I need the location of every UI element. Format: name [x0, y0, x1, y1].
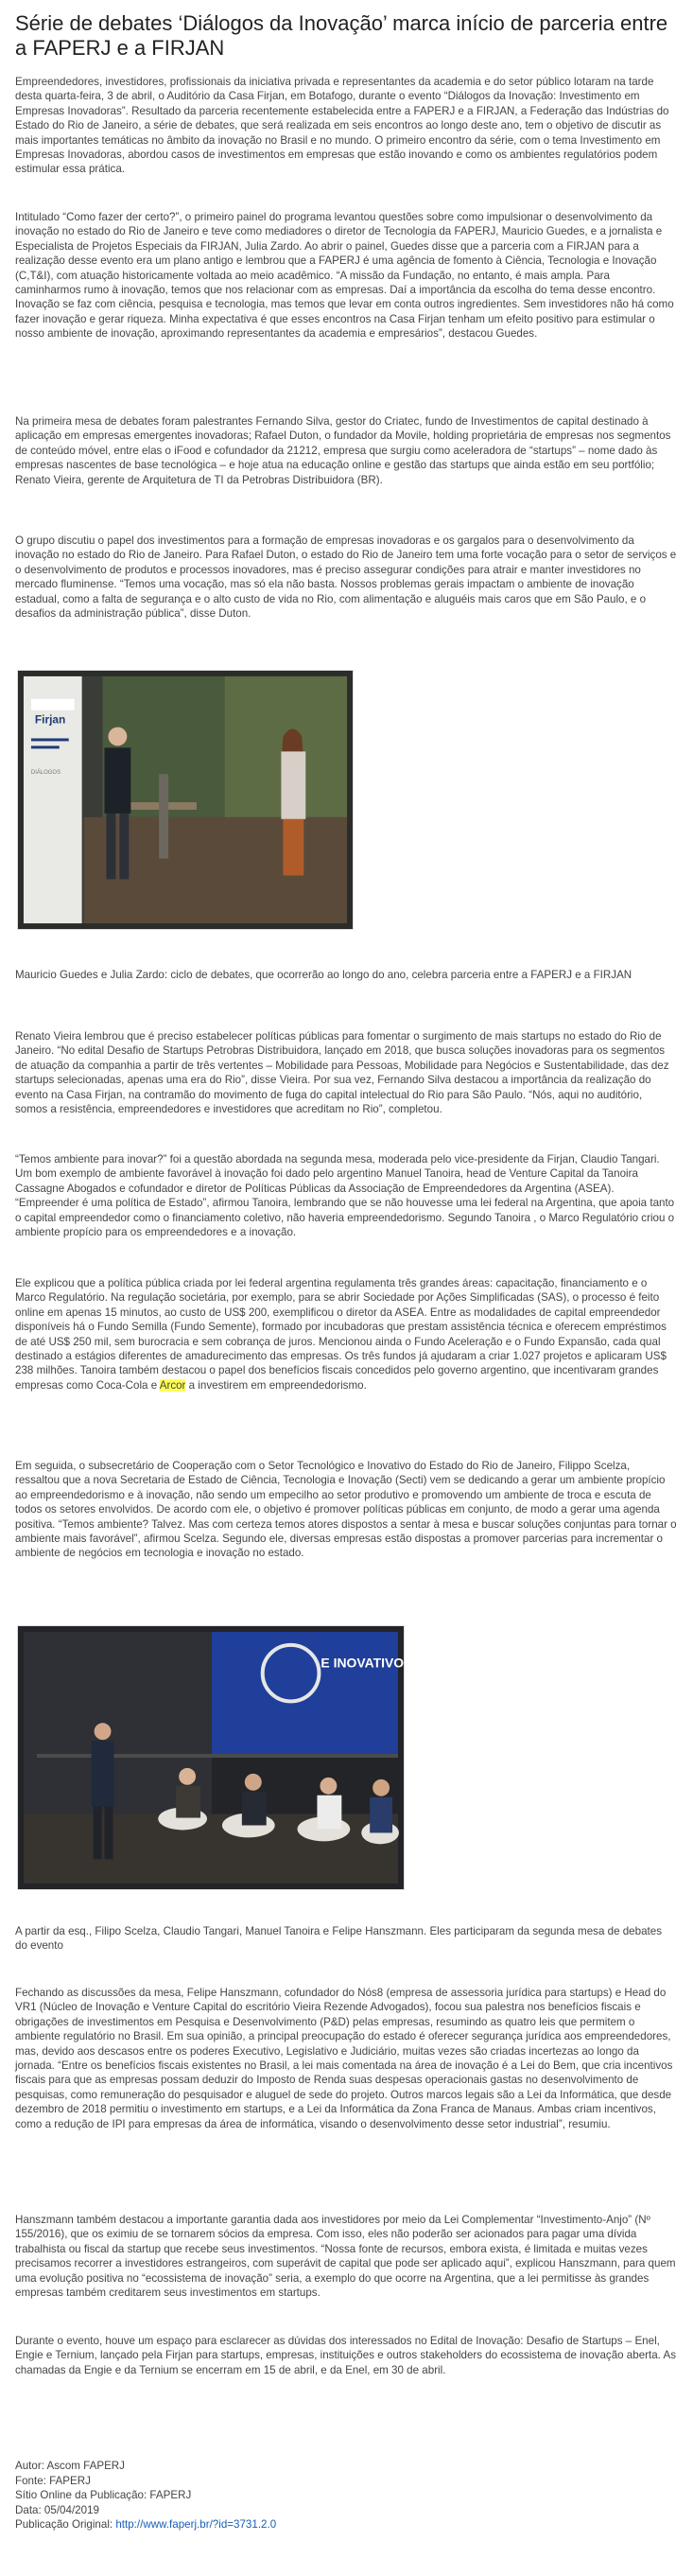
- original-publication-link[interactable]: http://www.faperj.br/?id=3731.2.0: [115, 2518, 277, 2532]
- footer-original: [15, 2517, 677, 2532]
- highlighted-word: Arcor: [159, 1378, 186, 1392]
- paragraph-second-panel: “Temos ambiente para inovar?” foi a questão abordada na segunda mesa, moderada pelo vice-presidente da Firjan, Claudio Tangari. Um bom exemplo de ambiente favorável à inovação foi dado pelo argentino Manuel Tanoira, head de Venture Capital da Tanoira Cassagne Abogados e cofundador e diretor de Políticas Públicas da Associação de Empreendedores da Argentina (ASEA). “Empreender é uma política de Estado”, afirmou Tanoira, lembrando que se não houvesse uma lei federal na Argentina, que apoia tanto o capital empreendedor como o financiamento coletivo, não haveria empreendedorismo. Segundo Tanoira , o Marco Regulatório criou o ambiente propício para os empreendedores e a inovação.: [15, 1153, 675, 1239]
- paragraph-argentina-policy: [15, 1276, 677, 1393]
- paragraph-discussion: O grupo discutiu o papel dos investimentos para a formação de empresas inovadoras e os gargalos para o desenvolvimento da inovação no estado do Rio de Janeiro. Para Rafael Duton, o estado do Rio de Janeiro tem uma forte vocação para o setor de serviços e o desenvolvimento de produtos e processos inovadores, mas é preciso assegurar condições para atrair e manter investidores no mercado fluminense. “Temos uma vocação, mas só ela não basta. Nossos problemas gerais impactam o ambiente de inovação estadual, como a falta de segurança e o alto custo de vida no Rio, com alimentação e aluguéis mais caros que em São Paulo, e o desafios da administração pública”, disse Duton.: [15, 534, 677, 621]
- footer-date: Data: 05/04/2019: [15, 2503, 99, 2516]
- paragraph-edital: Durante o evento, houve um espaço para esclarecer as dúvidas dos interessados no Edital de Inovação: Desafio de Startups – Enel, Engie e Ternium, lançado pela Firjan para startups, empresas, instituições e outros stakeholders do ecossistema de inovação aberta. As chamadas da Engie e da Ternium se encerram em 15 de abril, e da Enel, em 30 de abril.: [15, 2335, 677, 2376]
- paragraph-vieira: Renato Vieira lembrou que é preciso estabelecer políticas públicas para fomentar o surgimento de mais startups no estado do Rio de Janeiro. “No edital Desafio de Startups Petrobras Distribuidora, lançado em 2018, que busca soluções inovadoras para os segmentos de atuação da companhia a partir de três vertentes – Mobilidade para Pessoas, Mobilidade para Negócios e Sustentabilidade, das dez startups selecionadas, apenas uma era do Rio”, disse Vieira. Por sua vez, Fernando Silva destacou a importância da realização do evento na Casa Firjan, na contramão do movimento de fuga do capital intelectual do Rio para São Paulo. “Nós, aqui no auditório, somos a resistência, empreendedores e investidores que acreditam no Rio”, completou.: [15, 1030, 669, 1116]
- banner-inovativo-text: E INOVATIVO: [321, 1655, 404, 1671]
- footer-source: Fonte: FAPERJ: [15, 2474, 91, 2487]
- event-photo-2: [18, 1626, 404, 1889]
- footer-author: Autor: Ascom FAPERJ: [15, 2460, 125, 2472]
- paragraph-investimento-anjo: Hanszmann também destacou a importante garantia dada aos investidores por meio da Lei Complementar “Investimento-Anjo” (Nº 155/2016), que os eximiu de se tornarem sócios da empresa. Com isso, eles não poderão ser acionados para pagar uma dívida trabalhista ou fiscal da startup que recebe seus investimentos. “Nossa fonte de recursos, embora exista, é limitada e muitas vezes precisamos recorrer a investidores estrangeiros, com superávit de capital que pode ser aplicado aqui”, explicou Hanszmann, para quem uma evolução positiva no “ecossistema de inovação” seria, a exemplo do que ocorre na Argentina, que a lei permitisse às grandes empresas também creditarem seus investimentos em startups.: [15, 2214, 676, 2300]
- banner-dialogos-text: DIÁLOGOS: [30, 770, 61, 777]
- paragraph-first-panel: Intitulado “Como fazer der certo?”, o primeiro painel do programa levantou questões sobre como impulsionar o desenvolvimento da inovação no estado do Rio de Janeiro e teve como mediadores o diretor de Tecnologia da FAPERJ, Mauricio Guedes, e a jornalista e Especialista de Projetos Especiais da FIRJAN, Julia Zardo. Ao abrir o painel, Guedes disse que a parceria com a FIRJAN para a realização desse evento era um plano antigo e lembrou que a FAPERJ é uma agência de fomento à Ciência, Tecnologia e Inovação (C,T&I), com atuação historicamente voltada ao meio acadêmico. “A missão da Fundação, no entanto, é mais ampla. Para caminharmos rumo à inovação, temos que nos relacionar com as empresas. Daí a importância da escolha do tema desse encontro. Inovação se faz com ciência, pesquisa e tecnologia, mas temos que levar em conta outros ingredientes. Sem investidores não há como fazer inovação e gerar riqueza. Minha expectativa é que esses encontros na Casa Firjan tenham um efeito positivo para estimular o nosso ambiente de inovação, aproximando representantes da academia e empresários”, destacou Guedes.: [15, 211, 674, 341]
- article-footer: [15, 2459, 677, 2532]
- paragraph-intro: Empreendedores, investidores, profissionais da iniciativa privada e representantes da academia e do setor público lotaram na tarde desta quarta-feira, 3 de abril, o Auditório da Casa Firjan, em Botafogo, durante o evento “Diálogos da Inovação: Investimento em Empresas Inovadoras”. Resultado da parceria recentemente estabelecida entre a FAPERJ e a FIRJAN, a Federação das Indústrias do Estado do Rio de Janeiro, a série de debates, que será realizada em seis encontros ao longo deste ano, tem o objetivo de discutir as mais importantes temáticas no âmbito da inovação no Brasil e no mundo. O primeiro encontro da série, com o tema Investimento em Empresas Inovadoras, abordou casos de investimentos em empresas que estão inovando e como os ambientes regulatórios podem estimular essa prática.: [15, 76, 669, 176]
- photo-caption-1: Mauricio Guedes e Julia Zardo: ciclo de debates, que ocorrerão ao longo do ano, celebra parceria entre a FAPERJ e a FIRJAN: [15, 969, 632, 981]
- paragraph-argentina-text: Ele explicou que a política pública criada por lei federal argentina regulamenta três grandes áreas: capacitação, financiamento e o Marco Regulatório. Na regulação societária, por exemplo, para se abrir Sociedade por Ações Simplificadas (SAS), o processo é feito online em apenas 15 minutos, ao custo de US$ 200, exemplificou o diretor da ASEA. Entre as modalidades de capital empreendedor disponíveis há o Fundo Semilla (Fundo Semente), formado por incubadoras que prestam assistência técnica e oferecem empréstimos de até US$ 250 mil, sem burocracia e sem cobrança de juros. Mencionou ainda o Fundo Aceleração e o Fundo Expansão, cada qual destinado a estágios diferentes de amadurecimento das empresas. Os três fundos já ajudaram a criar 1.027 projetos e aplicaram US$ 238 milhões. Tanoira também destacou o papel dos benefícios fiscais concedidos pelo governo argentino, que incentivaram grandes empresas como Coca-Cola e: [15, 1277, 667, 1392]
- photo-guedes-zardo: [17, 670, 354, 930]
- photo-second-panel: [17, 1625, 405, 1890]
- paragraph-scelza: Em seguida, o subsecretário de Cooperação com o Setor Tecnológico e Inovativo do Estado do Rio de Janeiro, Filippo Scelza, ressaltou que a nova Secretaria de Estado de Ciência, Tecnologia e Inovação (Secti) vem se dedicando a gerar um ambiente propício ao empreendedorismo e à inovação, não sendo um empecilho ao setor produtivo e promovendo um ambiente de troca e escuta de todos os setores envolvidos. De acordo com ele, o objetivo é promover políticas públicas em conjunto, de modo a gerar uma agenda positiva. “Temos ambiente? Talvez. Mas com certeza temos atores dispostos a sentar à mesa e buscar soluções conjuntas para tornar o ambiente mais favorável”, afirmou Scelza. Segundo ele, diversas empresas estão dispostas a promover parcerias para incrementar o ambiente de negócios em tecnologia e inovação no estado.: [15, 1460, 677, 1560]
- paragraph-hanszmann: Fechando as discussões da mesa, Felipe Hanszmann, cofundador do Nós8 (empresa de assessoria jurídica para startups) e Head do VR1 (Núcleo de Inovação e Venture Capital do escritório Vieira Rezende Advogados), focou sua palestra nos benefícios fiscais e obrigações de investimentos em Pesquisa e Desenvolvimento (P&D) pelas empresas, resumindo as quatro leis que permitem o ambiente regulatório no Brasil. Em sua opinião, a principal preocupação do estado é oferecer segurança jurídica aos empreendedores, mas, devido aos descasos entre os poderes Executivo, Legislativo e Judiciário, muitas vezes são criadas incertezas ao longo da jornada. “Entre os benefícios fiscais existentes no Brasil, a lei mais comentada na área de inovação é a Lei do Bem, que cria incentivos fiscais para que as empresas possam deduzir do Imposto de Renda suas despesas operacionais gastas no desenvolvimento de pesquisas, como remuneração do pesquisador e aluguel de sede do projeto. Outros marcos legais são a Lei da Informática, que desde dezembro de 2018 permitiu o investimento em startups, e a Lei da Informática da Zona Franca de Manaus. Ambas criam incentivos, como a redução de IPI para empresas da área de informática, visando o desenvolvimento desse setor industrial”, resumiu.: [15, 1987, 673, 2130]
- footer-site: Sítio Online da Publicação: FAPERJ: [15, 2489, 192, 2502]
- firjan-logo-text: Firjan: [34, 712, 66, 727]
- paragraph-argentina-end: a investirem em empreendedorismo.: [185, 1378, 367, 1392]
- paragraph-first-table: Na primeira mesa de debates foram palestrantes Fernando Silva, gestor do Criatec, fundo de Investimentos de capital destinado à aplicação em empresas emergentes inovadoras; Rafael Duton, o fundador da Movile, holding proprietária de empresas nos segmentos de conteúdo móvel, entre elas o iFood e cofundador da 21212, empresa que surgiu como aceleradora de “startups” – nome dado às empresas nascentes de base tecnológica – e hoje atua na educação online e gestão das startups que ainda estão em seu portfólio; Renato Vieira, gerente de Arquitetura de TI da Petrobras Distribuidora (BR).: [15, 415, 671, 486]
- article-title: Série de debates ‘Diálogos da Inovação’ marca início de parceria entre a FAPERJ e a FIRJAN: [15, 11, 668, 60]
- event-photo-1: [18, 671, 353, 929]
- footer-original-label: Publicação Original:: [15, 2518, 116, 2532]
- photo-caption-2: A partir da esq., Filipo Scelza, Claudio Tangari, Manuel Tanoira e Felipe Hanszmann. Eles participaram da segunda mesa de debates do evento: [15, 1925, 662, 1953]
